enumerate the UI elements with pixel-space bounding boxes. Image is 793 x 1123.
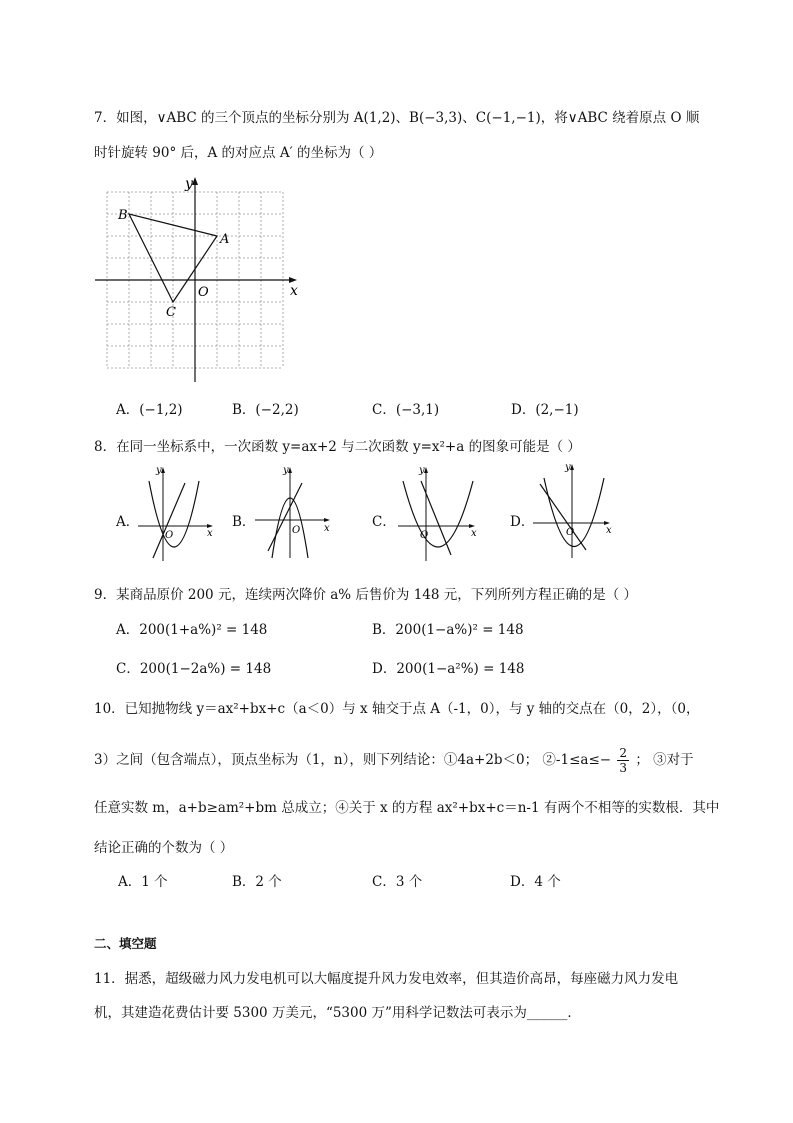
q10-option-d[interactable]: D．4 个 — [510, 874, 561, 890]
q8-graph-d — [528, 460, 618, 560]
section-heading-fill-in: 二、填空题 — [94, 936, 157, 951]
svg-text:x: x — [207, 528, 213, 539]
q10-option-c[interactable]: C．3 个 — [372, 874, 423, 890]
q7-option-a[interactable]: A．(−1,2) — [116, 402, 183, 418]
q10-line2 — [94, 746, 694, 775]
q10-line3: 任意实数 m，a+b≥am²+bm 总成立；④关于 x 的方程 ax²+bx+c＝n-1 有两个不相等的实数根．其中 — [94, 800, 720, 816]
svg-text:O: O — [292, 525, 301, 536]
fraction-denominator: 3 — [619, 761, 628, 775]
y-axis-label: y — [185, 176, 193, 192]
svg-text:O: O — [165, 530, 174, 541]
q10-fraction — [617, 746, 629, 775]
svg-text:x: x — [471, 528, 477, 539]
origin-label: O — [198, 285, 209, 300]
q8-option-a[interactable]: A． — [116, 514, 140, 530]
svg-text:y: y — [156, 465, 162, 476]
q10-option-b[interactable]: B．2 个 — [232, 874, 282, 890]
svg-text:y: y — [419, 465, 425, 476]
q8-graph-a — [133, 463, 223, 563]
q7-option-d[interactable]: D．(2,−1) — [511, 402, 579, 418]
q8-stem: 8．在同一坐标系中，一次函数 y=ax+2 与二次函数 y=x²+a 的图象可能是（ ） — [94, 439, 581, 455]
svg-text:x: x — [324, 523, 330, 534]
q8-option-d[interactable]: D． — [510, 514, 535, 530]
q10-line2-part2: ； ③对于 — [635, 752, 694, 768]
point-c-label: C — [166, 305, 176, 320]
q8-option-b[interactable]: B． — [232, 514, 256, 530]
q8-graph-b — [250, 463, 340, 563]
q10-line2-part1: 3）之间（包含端点），顶点坐标为（1，n），则下列结论：①4a+2b＜0； ②-1≤a≤− — [94, 752, 612, 768]
q9-option-a[interactable]: A．200(1+a%)² = 148 — [116, 622, 268, 638]
svg-text:y: y — [565, 462, 571, 473]
q11-line2: 机，其建造花费估计要 5300 万美元，“5300 万”用科学记数法可表示为______． — [94, 1005, 581, 1021]
q7-option-b[interactable]: B．(−2,2) — [232, 402, 299, 418]
q7-coordinate-figure — [90, 172, 305, 387]
svg-text:y: y — [283, 465, 289, 476]
q11-line1: 11．据悉，超级磁力风力发电机可以大幅度提升风力发电效率，但其造价高昂，每座磁力风力发电 — [94, 971, 679, 987]
q7-line1: 7．如图，∨ABC 的三个顶点的坐标分别为 A(1,2)、B(−3,3)、C(−1,−1)，将∨ABC 绕着原点 O 顺 — [94, 110, 700, 126]
q9-option-b[interactable]: B．200(1−a%)² = 148 — [372, 622, 524, 638]
fraction-numerator: 2 — [619, 746, 628, 760]
q10-option-a[interactable]: A．1 个 — [118, 874, 168, 890]
point-a-label: A — [220, 232, 230, 247]
q10-line4: 结论正确的个数为（ ） — [94, 840, 234, 856]
q9-stem: 9．某商品原价 200 元，连续两次降价 a% 后售价为 148 元，下列所列方程正确的是（ ） — [94, 587, 638, 603]
svg-text:O: O — [566, 527, 575, 538]
q7-line2: 时针旋转 90° 后，A 的对应点 A′ 的坐标为（ ） — [94, 145, 383, 161]
svg-text:x: x — [606, 525, 612, 536]
q9-option-d[interactable]: D．200(1−a²%) = 148 — [372, 661, 525, 677]
svg-text:O: O — [420, 530, 429, 541]
q8-graph-c — [393, 463, 483, 563]
q8-option-c[interactable]: C． — [372, 514, 396, 530]
x-axis-label: x — [290, 283, 298, 299]
q9-option-c[interactable]: C．200(1−2a%) = 148 — [116, 661, 272, 677]
q10-line1: 10．已知抛物线 y＝ax²+bx+c（a＜0）与 x 轴交于点 A（-1，0），与 y 轴的交点在（0，2），（0， — [94, 701, 700, 717]
point-b-label: B — [118, 208, 128, 223]
q7-option-c[interactable]: C．(−3,1) — [372, 402, 440, 418]
